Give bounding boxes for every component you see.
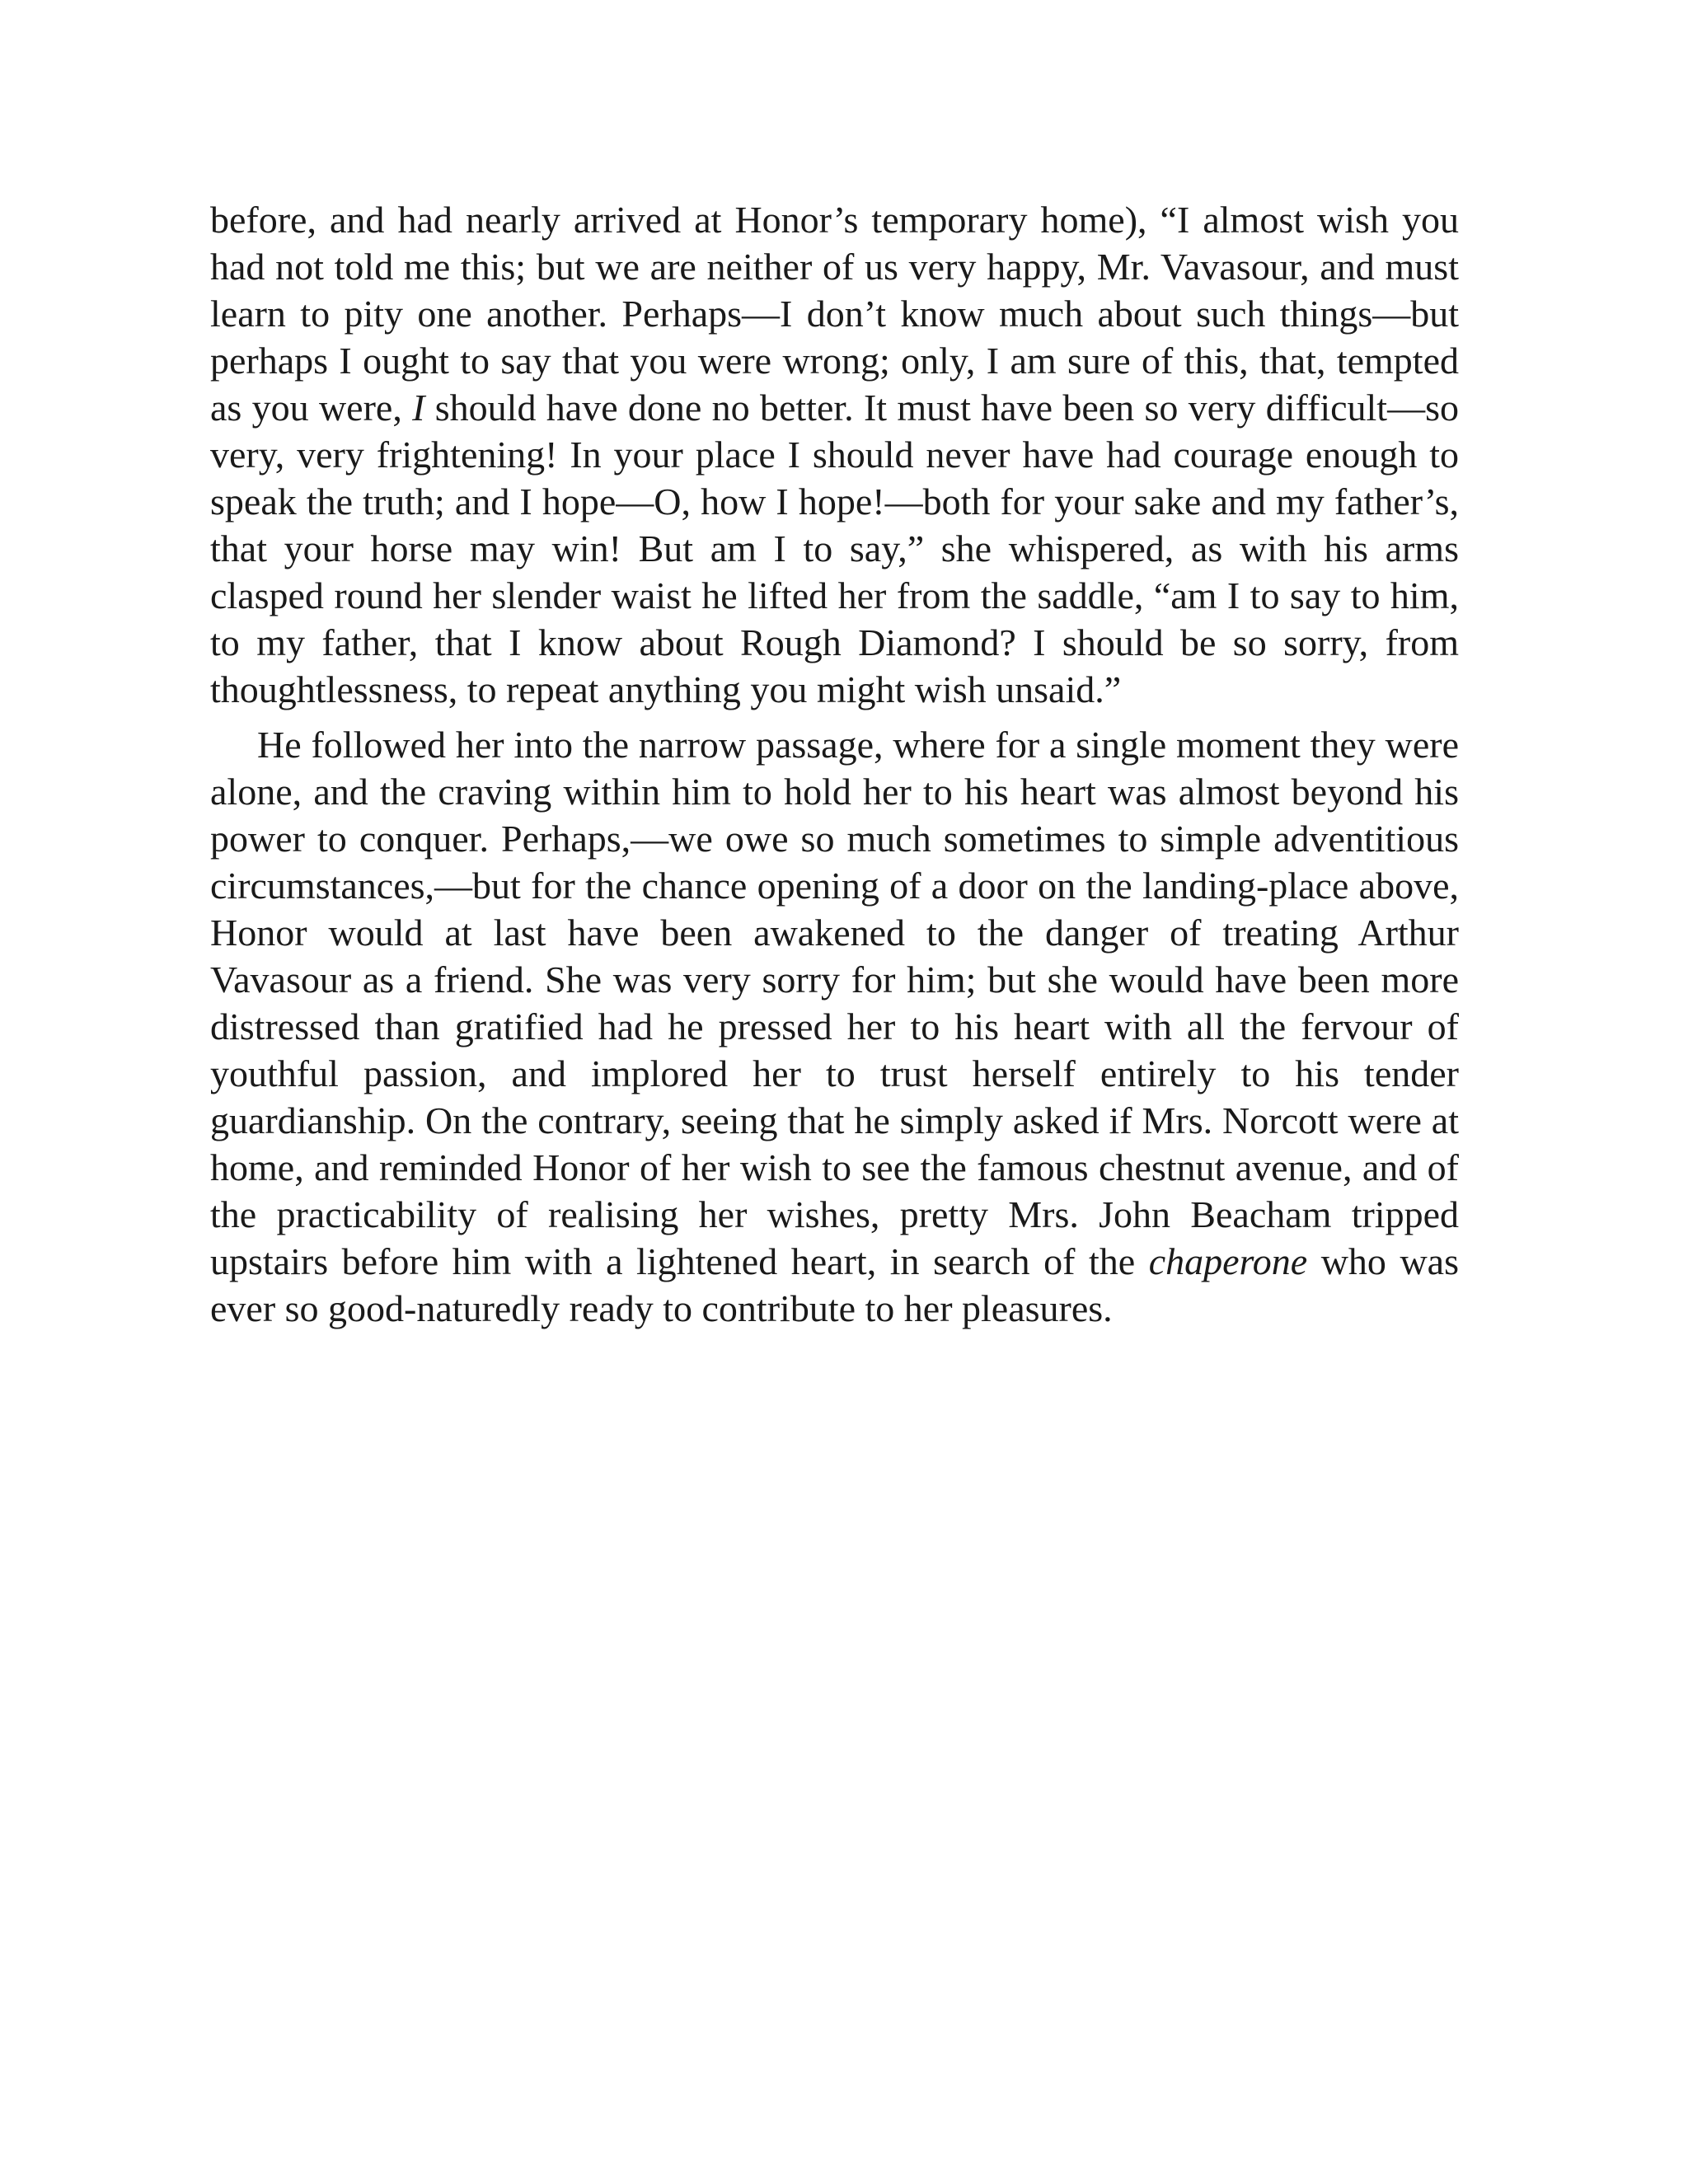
paragraph-2-text-a: He followed her into the narrow passage, where for a single moment they were alone, and the craving within him to hold her to his heart was almost beyond his power to conquer. Perhaps,—we owe so much sometimes to simple adventitious circumstances,—but for the chance opening of a door on the landing-place above, Honor would at last have been awakened to the danger of treating Arthur Vavasour as a friend. She was very sorry for him; but she would have been more distressed than gratified had he pressed her to his heart with all the fervour of youthful passion, and implored her to trust herself entirely to his tender guardianship. On the contrary, seeing that he simply asked if Mrs. Norcott were at home, and reminded Honor of her wish to see the famous chestnut avenue, and of the practicability of realising her wishes, pretty Mrs. John Beacham tripped upstairs before him with a lightened heart, in search of the [210,724,1459,1282]
paragraph-1-text-b: should have done no better. It must have been so very difficult—so very, very frightening! In your place I should never have had courage enough to speak the truth; and I hope—O, how I hope!—both for your sake and my father’s, that your horse may win! But am I to say,” she whispered, as with his arms clasped round her slender waist he lifted her from the saddle, “am I to say to him, to my father, that I know about Rough Diamond? I should be so sorry, from thoughtlessness, to repeat anything you might wish unsaid.” [210,387,1459,710]
paragraph-1 [210,196,1459,713]
paragraph-2 [210,721,1459,1332]
paragraph-2-text-b: who was ever so good-naturedly ready to contribute to her pleasures. [210,1240,1460,1329]
paragraph-2-italic-chaperone: chaperone [1148,1240,1308,1282]
paragraph-1-italic-i: I [412,387,425,429]
paragraph-1-text-a: before, and had nearly arrived at Honor’s temporary home), “I almost wish you had not told me this; but we are neither of us very happy, Mr. Vavasour, and must learn to pity one another. Perhaps—I don’t know much about such things—but perhaps I ought to say that you were wrong; only, I am sure of this, that, tempted as you were, [210,199,1459,429]
body-text [210,196,1459,1332]
